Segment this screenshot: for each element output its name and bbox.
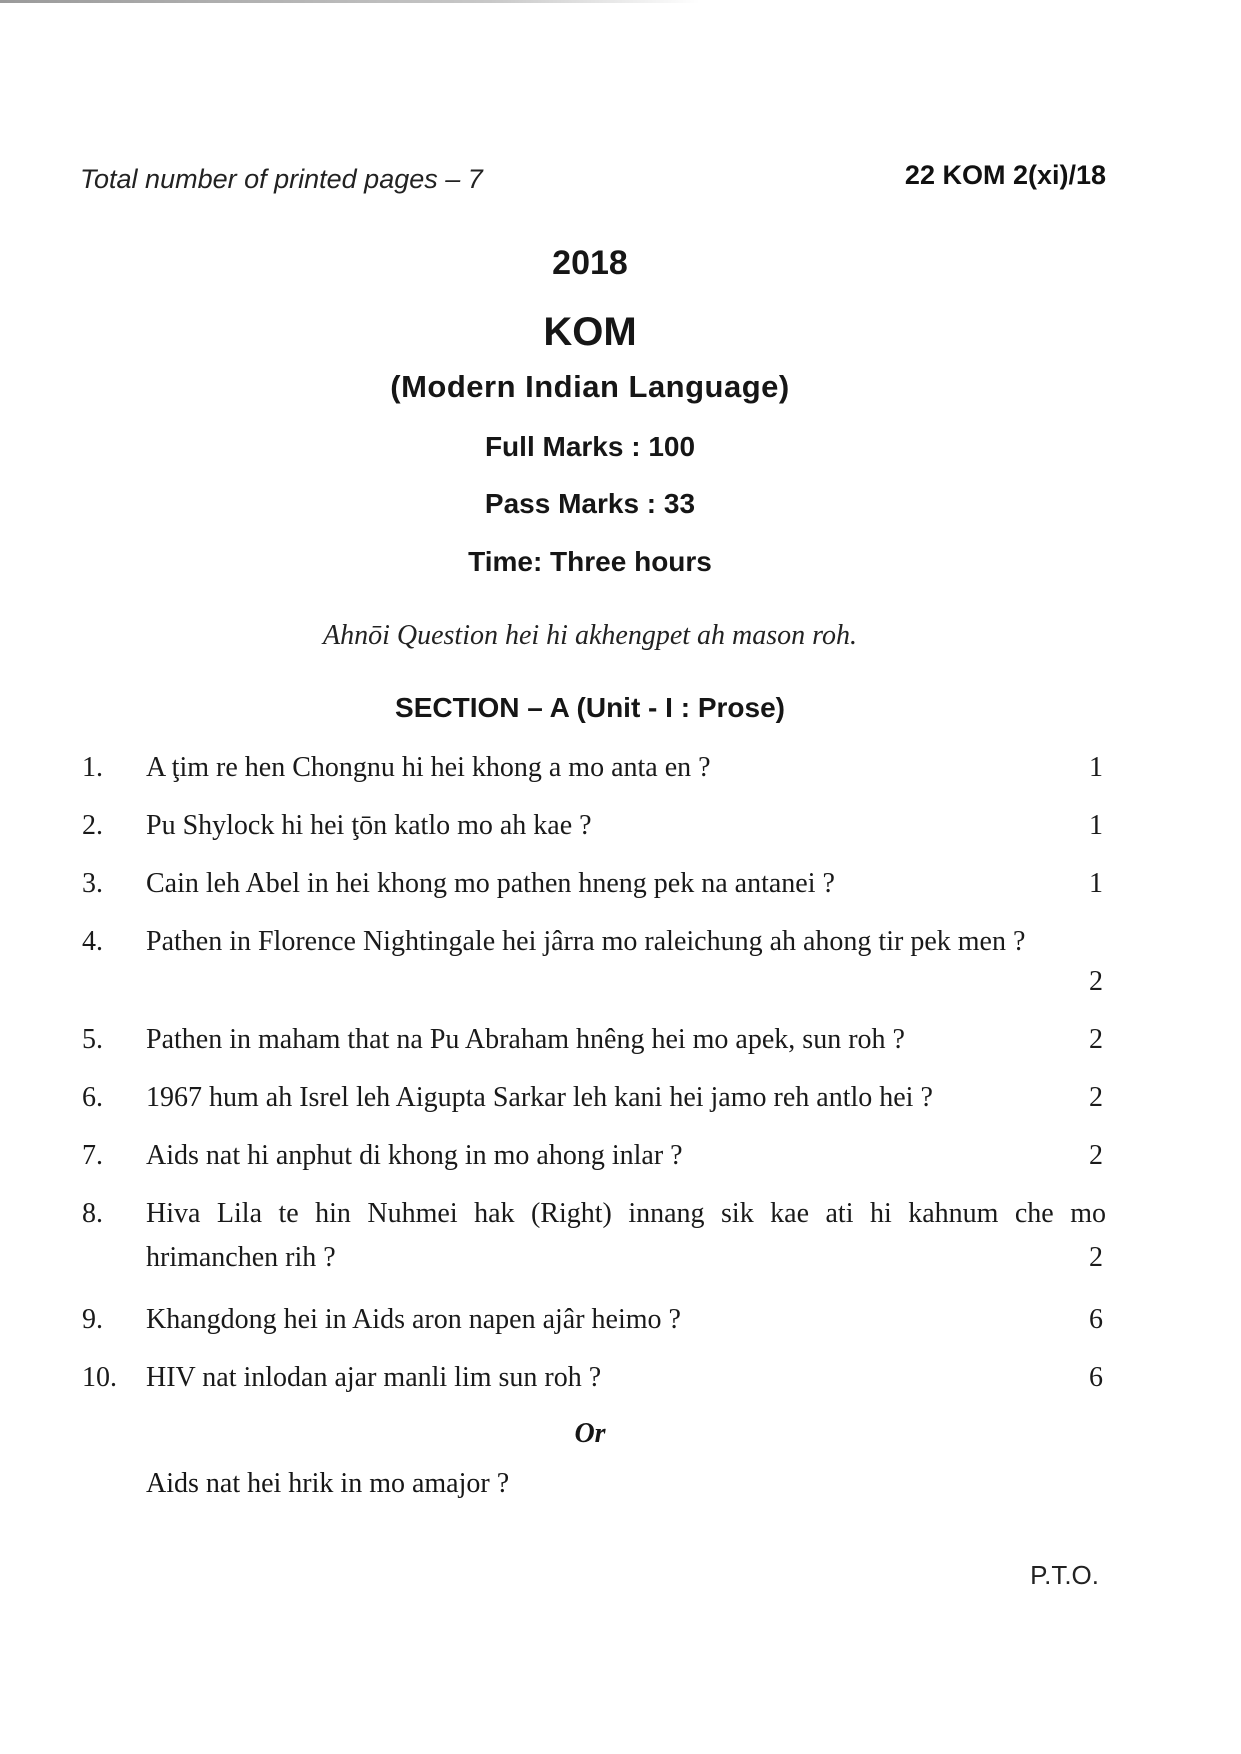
question-number: 7. <box>82 1140 103 1171</box>
question-text: Hiva Lila te hin Nuhmei hak (Right) innang sik kae ati hi kahnum che mo hrimanchen rih ? <box>146 1198 1106 1273</box>
question-text: Cain leh Abel in hei khong mo pathen hneng pek na antanei ? <box>146 868 835 899</box>
question-text: 1967 hum ah Isrel leh Aigupta Sarkar leh kani hei jamo reh antlo hei ? <box>146 1082 933 1113</box>
question-mark: 2 <box>1089 966 1103 997</box>
question-number: 3. <box>82 868 103 899</box>
question-mark: 6 <box>1089 1304 1103 1335</box>
alternative-question: Aids nat hei hrik in mo amajor ? <box>146 1468 510 1499</box>
question-mark: 2 <box>1089 1082 1103 1113</box>
question-mark: 1 <box>1089 868 1103 899</box>
question-number: 8. <box>82 1198 103 1229</box>
question-text: HIV nat inlodan ajar manli lim sun roh ? <box>146 1362 602 1393</box>
question-text: A ţim re hen Chongnu hi hei khong a mo anta en ? <box>146 752 711 783</box>
please-turn-over: P.T.O. <box>1030 1560 1099 1590</box>
question-number: 2. <box>82 810 103 841</box>
exam-year: 2018 <box>552 244 628 282</box>
question-number: 5. <box>82 1024 103 1055</box>
paper-code: 22 KOM 2(xi)/18 <box>904 160 1106 190</box>
question-mark: 2 <box>1089 1242 1103 1273</box>
or-separator: Or <box>574 1418 606 1449</box>
question-number: 10. <box>82 1362 117 1393</box>
subject-subtitle: (Modern Indian Language) <box>390 369 790 404</box>
instruction: Ahnōi Question hei hi akhengpet ah mason roh. <box>322 620 857 651</box>
question-text: Aids nat hi anphut di khong in mo ahong inlar ? <box>146 1140 683 1171</box>
pass-marks: Pass Marks : 33 <box>484 488 696 519</box>
question-text: Pu Shylock hi hei ţōn katlo mo ah kae ? <box>146 810 592 841</box>
question-mark: 1 <box>1089 752 1103 783</box>
question-mark: 6 <box>1089 1362 1103 1393</box>
printed-pages-note: Total number of printed pages – 7 <box>80 164 483 194</box>
exam-time: Time: Three hours <box>468 546 712 577</box>
subject-title: KOM <box>543 310 637 354</box>
section-heading: SECTION – A (Unit - I : Prose) <box>395 692 785 723</box>
question-number: 9. <box>82 1304 103 1335</box>
question-text: Khangdong hei in Aids aron napen ajâr heimo ? <box>146 1304 681 1335</box>
question-text: Pathen in maham that na Pu Abraham hnêng hei mo apek, sun roh ? <box>146 1024 905 1055</box>
full-marks: Full Marks : 100 <box>484 431 696 462</box>
scan-edge-line <box>0 0 700 3</box>
question-mark: 1 <box>1089 810 1103 841</box>
question-mark: 2 <box>1089 1140 1103 1171</box>
question-number: 4. <box>82 926 103 957</box>
question-mark: 2 <box>1089 1024 1103 1055</box>
question-number: 6. <box>82 1082 103 1113</box>
question-text: Pathen in Florence Nightingale hei jârra mo raleichung ah ahong tir pek men ? <box>146 926 1026 957</box>
question-number: 1. <box>82 752 103 783</box>
